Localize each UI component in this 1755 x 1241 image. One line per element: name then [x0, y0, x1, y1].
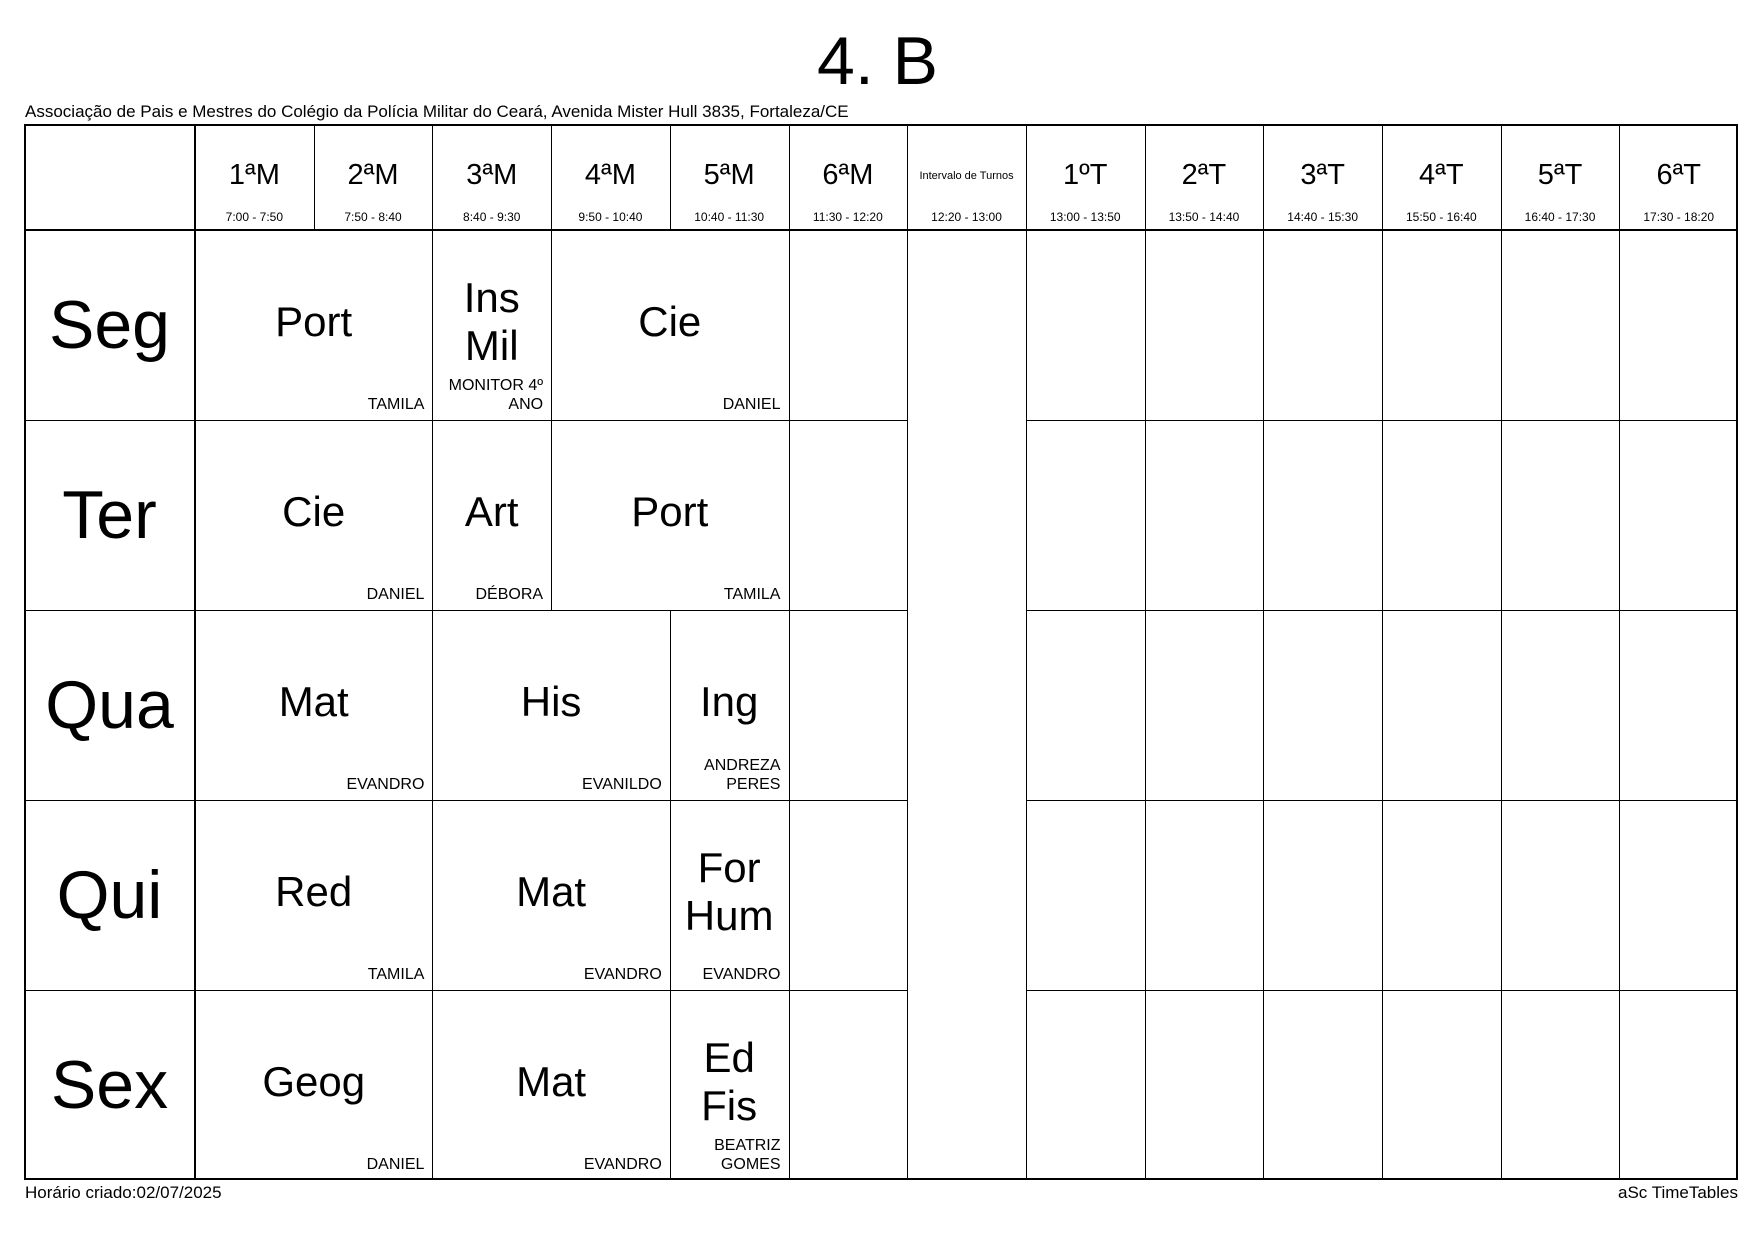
- lesson-cell[interactable]: [195, 610, 432, 800]
- teacher-line: EVANDRO: [583, 1156, 662, 1173]
- period-name: 3ªT: [1300, 159, 1345, 191]
- lesson-cell[interactable]: [551, 420, 788, 610]
- lesson-cell[interactable]: [432, 800, 669, 990]
- period-header: [1026, 124, 1145, 230]
- teacher-line: TAMILA: [367, 966, 425, 983]
- period-name: 5ªT: [1537, 159, 1583, 191]
- period-time: 13:00 - 13:50: [1049, 210, 1121, 224]
- break-header: [907, 124, 1026, 230]
- period-time: 8:40 - 9:30: [463, 210, 521, 224]
- school-name: Associação de Pais e Mestres do Colégio da Polícia Militar do Ceará, Avenida Mister Hull 3835, Fortaleza/CE: [25, 102, 849, 121]
- lesson-boundary-line: [670, 990, 671, 1180]
- subject-line: Art: [464, 488, 519, 535]
- grid-border-right: [1736, 124, 1738, 1180]
- period-header: [195, 124, 314, 230]
- teacher-line: MONITOR 4º: [448, 377, 544, 394]
- day-label: Qua: [45, 667, 174, 743]
- period-time: 9:50 - 10:40: [578, 210, 643, 224]
- afternoon-column-line: [1263, 230, 1264, 1180]
- period-header: [551, 124, 670, 230]
- period-name: 3ªM: [466, 159, 518, 191]
- lesson-boundary-line: [432, 420, 433, 610]
- afternoon-column-line: [1501, 230, 1502, 1180]
- period-header: [1145, 124, 1264, 230]
- period-time: 10:40 - 11:30: [694, 210, 765, 224]
- subject-line: His: [520, 678, 582, 725]
- subject-line: Port: [631, 488, 709, 535]
- lesson-subject: [195, 678, 432, 726]
- subject-line: Cie: [282, 488, 346, 535]
- lesson-cell[interactable]: [195, 230, 432, 420]
- teacher-line: ANO: [508, 396, 544, 413]
- period-name: Intervalo de Turnos: [919, 170, 1014, 182]
- teacher-line: EVANDRO: [583, 966, 662, 983]
- lesson-subject: [551, 298, 788, 346]
- lesson-subject: [195, 488, 432, 536]
- afternoon-column-line: [1382, 230, 1383, 1180]
- lesson-cell[interactable]: [551, 230, 788, 420]
- teacher-line: ANDREZA: [704, 757, 781, 774]
- lesson-boundary-line: [551, 230, 552, 420]
- lesson-subject: [670, 678, 789, 726]
- break-column-right-line: [1026, 230, 1027, 1180]
- period-header: [314, 124, 433, 230]
- lesson-boundary-line: [789, 800, 790, 990]
- lesson-subject: [432, 868, 669, 916]
- period-name: 6ªT: [1656, 159, 1702, 191]
- period-header: [1619, 124, 1738, 230]
- teacher-line: EVANILDO: [582, 776, 662, 793]
- subject-line: Cie: [638, 298, 702, 345]
- period-name: 2ªM: [347, 159, 399, 191]
- lesson-boundary-line: [789, 990, 790, 1180]
- period-time: 14:40 - 15:30: [1287, 210, 1358, 224]
- period-time: 12:20 - 13:00: [931, 210, 1002, 224]
- lesson-subject: [195, 298, 432, 346]
- period-header: [1501, 124, 1620, 230]
- period-header: [1382, 124, 1501, 230]
- lesson-cell[interactable]: [670, 990, 789, 1180]
- lesson-subject: [670, 1034, 789, 1130]
- lesson-teacher: [723, 395, 781, 414]
- subject-line: Port: [275, 298, 353, 345]
- lesson-teacher: [368, 965, 425, 984]
- lesson-subject: [195, 1058, 432, 1106]
- period-name: 1ºT: [1063, 159, 1108, 191]
- lesson-subject: [432, 678, 669, 726]
- lesson-subject: [670, 844, 789, 940]
- lesson-teacher: [704, 756, 780, 794]
- period-time: 7:00 - 7:50: [225, 210, 284, 224]
- lesson-teacher: [584, 1155, 662, 1174]
- lesson-cell[interactable]: [195, 420, 432, 610]
- lesson-teacher: [724, 585, 781, 604]
- lesson-boundary-line: [670, 800, 671, 990]
- subject-line: Mat: [516, 868, 587, 915]
- lesson-boundary-line: [670, 610, 671, 800]
- period-time: 13:50 - 14:40: [1168, 210, 1240, 224]
- lesson-boundary-line: [789, 230, 790, 420]
- teacher-line: DANIEL: [366, 1156, 425, 1173]
- period-header: [670, 124, 789, 230]
- lesson-cell[interactable]: [432, 230, 551, 420]
- subject-line: Geog: [262, 1058, 366, 1105]
- period-header: [432, 124, 551, 230]
- afternoon-column-line: [1145, 230, 1146, 1180]
- lesson-teacher: [449, 376, 543, 414]
- period-time: 16:40 - 17:30: [1524, 210, 1596, 224]
- subject-line: Hum: [684, 892, 774, 939]
- lesson-teacher: [346, 775, 424, 794]
- teacher-line: DÉBORA: [475, 586, 544, 603]
- subject-line: Mil: [464, 322, 519, 369]
- lesson-teacher: [368, 395, 425, 414]
- lesson-subject: [432, 1058, 669, 1106]
- period-time: 17:30 - 18:20: [1643, 210, 1715, 224]
- day-label: Sex: [50, 1047, 169, 1123]
- period-name: 2ªT: [1181, 159, 1227, 191]
- subject-line: For: [697, 844, 761, 891]
- period-header: [1263, 124, 1382, 230]
- period-name: 5ªM: [703, 159, 755, 191]
- subject-line: Ed: [703, 1034, 755, 1081]
- lesson-subject: [551, 488, 788, 536]
- period-name: 4ªT: [1419, 159, 1464, 191]
- afternoon-column-line: [1619, 230, 1620, 1180]
- day-label: Ter: [62, 477, 157, 553]
- subject-line: Mat: [516, 1058, 587, 1105]
- teacher-line: TAMILA: [367, 396, 425, 413]
- teacher-line: GOMES: [720, 1156, 781, 1173]
- period-time: 11:30 - 12:20: [812, 210, 883, 224]
- lesson-boundary-line: [551, 420, 552, 610]
- lesson-cell[interactable]: [432, 990, 669, 1180]
- teacher-line: PERES: [726, 776, 781, 793]
- subject-line: Ins: [463, 274, 520, 321]
- period-name: 4ªM: [584, 159, 636, 191]
- teacher-line: EVANDRO: [346, 776, 425, 793]
- software-credit: aSc TimeTables: [1618, 1183, 1738, 1202]
- subject-line: Red: [275, 868, 353, 915]
- lesson-teacher: [367, 1155, 425, 1174]
- lesson-teacher: [584, 965, 662, 984]
- subject-line: Fis: [701, 1082, 758, 1129]
- teacher-line: EVANDRO: [702, 966, 781, 983]
- lesson-cell[interactable]: [195, 990, 432, 1180]
- lesson-boundary-line: [789, 420, 790, 610]
- lesson-teacher: [714, 1136, 780, 1174]
- timetable-grid: [24, 124, 1738, 1180]
- lesson-cell[interactable]: [670, 610, 789, 800]
- lesson-cell[interactable]: [670, 800, 789, 990]
- day-label: Qui: [56, 857, 163, 933]
- period-name: 6ªM: [822, 159, 874, 191]
- break-column-left-line: [907, 230, 908, 1180]
- subject-line: Mat: [278, 678, 349, 725]
- created-date: Horário criado:02/07/2025: [25, 1183, 222, 1202]
- period-header: [789, 124, 908, 230]
- period-time: 15:50 - 16:40: [1405, 210, 1477, 224]
- class-title: 4. B: [817, 23, 938, 99]
- lesson-boundary-line: [432, 990, 433, 1180]
- lesson-teacher: [703, 965, 781, 984]
- period-name: 1ªM: [228, 159, 280, 191]
- lesson-subject: [195, 868, 432, 916]
- day-label: Seg: [49, 287, 170, 363]
- lesson-cell[interactable]: [432, 420, 551, 610]
- teacher-line: DANIEL: [366, 586, 425, 603]
- lesson-boundary-line: [789, 610, 790, 800]
- lesson-teacher: [582, 775, 662, 794]
- teacher-line: DANIEL: [722, 396, 781, 413]
- lesson-teacher: [476, 585, 544, 604]
- lesson-cell[interactable]: [195, 800, 432, 990]
- lesson-cell[interactable]: [432, 610, 669, 800]
- lesson-boundary-line: [432, 230, 433, 420]
- subject-line: Ing: [699, 678, 759, 725]
- lesson-boundary-line: [432, 800, 433, 990]
- lesson-boundary-line: [432, 610, 433, 800]
- teacher-line: TAMILA: [723, 586, 781, 603]
- lesson-subject: [432, 488, 551, 536]
- period-time: 7:50 - 8:40: [344, 210, 402, 224]
- lesson-subject: [432, 274, 551, 370]
- teacher-line: BEATRIZ: [714, 1137, 781, 1154]
- lesson-teacher: [367, 585, 425, 604]
